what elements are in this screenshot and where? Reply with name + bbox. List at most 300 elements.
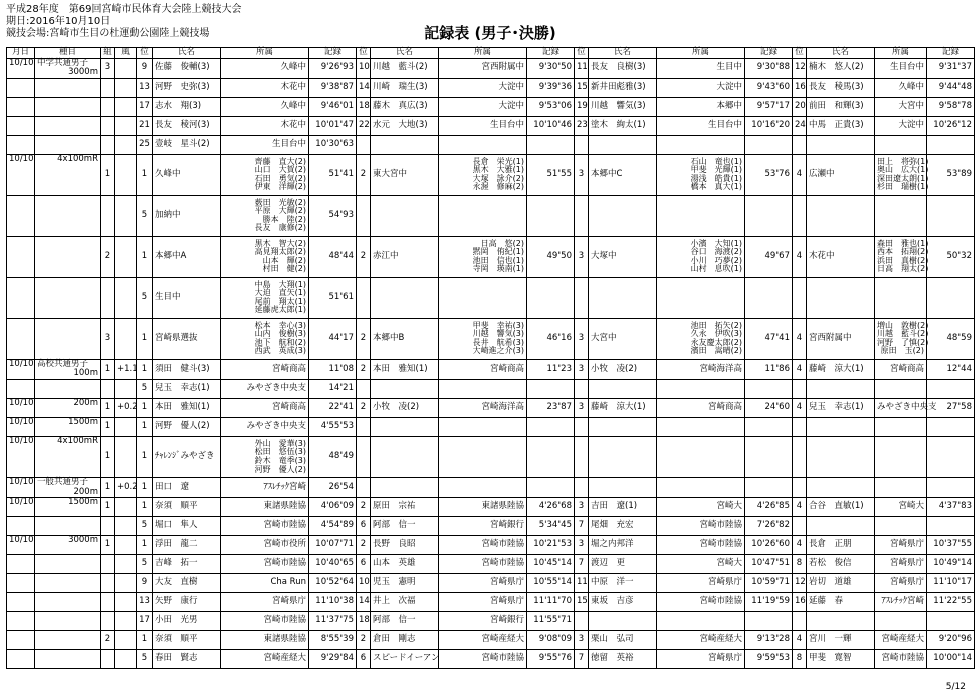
heat-cell: [101, 593, 115, 612]
name-cell: 延藤 春: [807, 593, 875, 612]
team-cell: [439, 417, 527, 436]
record-cell: 23"87: [527, 398, 575, 417]
record-cell: 12"44: [927, 359, 975, 379]
name-cell: 宮川 一輝: [807, 631, 875, 650]
team-cell: 宮崎商高: [657, 398, 745, 417]
place-cell: 8: [793, 650, 807, 669]
name-cell: 藤崎 涼大(1): [589, 398, 657, 417]
relay-member: 勝本 陸(2): [262, 214, 306, 224]
result-row: [7, 517, 975, 536]
wind-cell: [115, 236, 137, 277]
result-row: [7, 650, 975, 669]
place-cell: [357, 417, 371, 436]
relay-member: 濱田 嵩晴(2): [690, 346, 742, 356]
heat-cell: [101, 650, 115, 669]
name-cell: 長友 稜河(3): [153, 116, 221, 135]
wind-cell: [115, 195, 137, 236]
event-distance: 200m: [73, 397, 98, 408]
heat-cell: 1: [101, 536, 115, 555]
place-cell: 4: [793, 631, 807, 650]
record-cell: 9'30"50: [527, 58, 575, 78]
col-header: 氏名: [371, 48, 439, 59]
col-header: 記録: [527, 48, 575, 59]
name-cell: 小牧 凌(2): [589, 359, 657, 379]
heat-cell: [101, 379, 115, 398]
date-cell: [7, 379, 35, 398]
place-cell: [357, 436, 371, 477]
date-cell: [7, 236, 35, 277]
place-cell: 17: [137, 612, 153, 631]
place-cell: 25: [137, 135, 153, 154]
result-row: [7, 78, 975, 97]
relay-result-row: [7, 436, 975, 477]
relay-member: 山口 大賀(2): [254, 165, 306, 175]
team-cell: [439, 477, 527, 497]
wind-cell: [115, 58, 137, 78]
name-cell: 本田 雅知(1): [371, 359, 439, 379]
relay-member: 大迫 直矢(1): [254, 288, 306, 298]
name-cell: 川越 響気(3): [589, 97, 657, 116]
team-cell: 宮崎県庁: [439, 574, 527, 593]
team-cell: 宮崎県庁: [875, 574, 927, 593]
name-cell: [589, 436, 657, 477]
team-cell: Cha Run: [221, 574, 309, 593]
place-cell: 1: [137, 154, 153, 195]
record-cell: [927, 379, 975, 398]
record-cell: 10'52"64: [309, 574, 357, 593]
record-cell: 48"59: [927, 318, 975, 359]
event-cell: [35, 436, 101, 477]
relay-members-cell: [221, 277, 309, 318]
event-cell: [35, 574, 101, 593]
event-category: 中学共通男子: [37, 57, 89, 68]
team-cell: 宮崎大: [657, 555, 745, 574]
date-cell: [7, 650, 35, 669]
record-cell: 53"76: [745, 154, 793, 195]
relay-member: 薮田 光敏(2): [254, 197, 306, 207]
name-cell: 原田 宗祐: [371, 498, 439, 517]
place-cell: 8: [793, 555, 807, 574]
record-cell: 9'44"48: [927, 78, 975, 97]
relay-members-cell: [221, 236, 309, 277]
relay-members-cell: [875, 318, 927, 359]
record-cell: [527, 477, 575, 497]
place-cell: 1: [137, 477, 153, 497]
name-cell: 東坂 吉彦: [589, 593, 657, 612]
place-cell: [793, 517, 807, 536]
name-cell: 大友 直樹: [153, 574, 221, 593]
relay-member: 外山 愛華(3): [254, 438, 306, 448]
name-cell: 壹岐 星斗(2): [153, 135, 221, 154]
relay-member: 谷口 海渡(2): [690, 247, 742, 257]
team-cell: 宮崎市陸協: [221, 555, 309, 574]
event-cell: [35, 135, 101, 154]
heat-cell: 3: [101, 318, 115, 359]
place-cell: 2: [357, 154, 371, 195]
name-cell: 楠木 悠人(2): [807, 58, 875, 78]
relay-result-row: [7, 195, 975, 236]
wind-cell: [115, 498, 137, 517]
results-body: [7, 58, 975, 669]
record-cell: [927, 417, 975, 436]
name-cell: 兒玉 幸志(1): [153, 379, 221, 398]
date-cell: 10/10: [7, 477, 35, 497]
name-cell: 岩切 道雄: [807, 574, 875, 593]
name-cell: [589, 612, 657, 631]
relay-members-cell: [657, 154, 745, 195]
event-cell: [35, 116, 101, 135]
name-cell: 奈須 順平: [153, 498, 221, 517]
team-cell: 宮崎県庁: [657, 650, 745, 669]
place-cell: 2: [357, 631, 371, 650]
relay-member: 小川 巧夢(2): [690, 255, 742, 265]
relay-member: 甲斐 幸祐(3): [472, 320, 524, 330]
place-cell: 2: [357, 236, 371, 277]
relay-member: 杉田 瑞樹(1): [877, 182, 929, 192]
team-cell: 生目台中: [875, 58, 927, 78]
record-cell: 50"32: [927, 236, 975, 277]
result-row: [7, 379, 975, 398]
relay-member: 長友 康修(2): [254, 223, 306, 233]
relay-member: 川越 藍斗(2): [877, 329, 929, 339]
relay-member: 延藤虎太郎(1): [254, 305, 306, 315]
team-cell: [875, 612, 927, 631]
place-cell: 4: [793, 236, 807, 277]
col-header: 所属: [439, 48, 527, 59]
record-cell: [527, 379, 575, 398]
date-cell: 10/10: [7, 436, 35, 477]
record-cell: 11'10"38: [309, 593, 357, 612]
heat-cell: [101, 135, 115, 154]
name-cell: 藤木 真広(3): [371, 97, 439, 116]
name-cell: [807, 612, 875, 631]
team-cell: 宮崎県庁: [875, 536, 927, 555]
result-row: [7, 58, 975, 78]
place-cell: 3: [575, 236, 589, 277]
team-cell: [657, 135, 745, 154]
record-cell: 11"08: [309, 359, 357, 379]
heat-cell: 1: [101, 154, 115, 195]
record-cell: 48"44: [309, 236, 357, 277]
date-cell: [7, 135, 35, 154]
record-cell: 10'26"12: [927, 116, 975, 135]
date-cell: [7, 318, 35, 359]
event-cell: [35, 58, 101, 78]
name-cell: [807, 517, 875, 536]
record-cell: 7'26"82: [745, 517, 793, 536]
team-cell: 宮崎市陸協: [221, 612, 309, 631]
date-cell: 10/10: [7, 417, 35, 436]
date-cell: [7, 517, 35, 536]
team-cell: [875, 379, 927, 398]
place-cell: 5: [137, 277, 153, 318]
name-cell: 志水 翔(3): [153, 97, 221, 116]
heat-cell: 1: [101, 359, 115, 379]
wind-cell: [115, 417, 137, 436]
team-cell: 久峰中: [221, 58, 309, 78]
result-row: [7, 417, 975, 436]
meet-date: 期日:2016年10月10日: [6, 16, 111, 27]
heat-cell: [101, 277, 115, 318]
team-cell: ｱｽﾚﾁｯｸ宮崎: [875, 593, 927, 612]
name-cell: 小牧 凌(2): [371, 398, 439, 417]
col-header: 組: [101, 48, 115, 59]
record-cell: 10'21"53: [527, 536, 575, 555]
name-cell: 本郷中B: [371, 318, 439, 359]
team-cell: [875, 417, 927, 436]
place-cell: 19: [575, 97, 589, 116]
record-cell: 11'55"71: [527, 612, 575, 631]
name-cell: 長倉 正朋: [807, 536, 875, 555]
event-cell: [35, 477, 101, 497]
wind-cell: [115, 631, 137, 650]
record-cell: 9'58"78: [927, 97, 975, 116]
name-cell: 塗木 絢太(1): [589, 116, 657, 135]
relay-member: 湯浅 皓貴(1): [690, 173, 742, 183]
place-cell: [793, 436, 807, 477]
place-cell: 13: [137, 593, 153, 612]
name-cell: 新井田彪雅(3): [589, 78, 657, 97]
wind-cell: [115, 436, 137, 477]
col-header: 位: [137, 48, 153, 59]
event-cell: [35, 379, 101, 398]
record-cell: 9'08"09: [527, 631, 575, 650]
team-cell: 大淀中: [875, 116, 927, 135]
record-cell: 22"41: [309, 398, 357, 417]
record-cell: 9'53"06: [527, 97, 575, 116]
team-cell: 宮崎県庁: [657, 574, 745, 593]
wind-cell: [115, 555, 137, 574]
event-cell: [35, 398, 101, 417]
team-cell: 久峰中: [875, 78, 927, 97]
relay-member: 橋本 真大(1): [690, 182, 742, 192]
date-cell: [7, 277, 35, 318]
wind-cell: [115, 97, 137, 116]
name-cell: 吉田 遼(1): [589, 498, 657, 517]
name-cell: [807, 477, 875, 497]
team-cell: 宮崎産経大: [221, 650, 309, 669]
place-cell: 24: [793, 116, 807, 135]
event-cell: [35, 318, 101, 359]
record-cell: [745, 135, 793, 154]
record-cell: 5'34"45: [527, 517, 575, 536]
event-cell: [35, 517, 101, 536]
name-cell: [371, 436, 439, 477]
result-row: [7, 574, 975, 593]
name-cell: 東大宮中: [371, 154, 439, 195]
relay-member: 石山 竜也(1): [690, 156, 742, 166]
relay-members-cell: [657, 318, 745, 359]
name-cell: [371, 417, 439, 436]
name-cell: 須田 健斗(3): [153, 359, 221, 379]
col-header: 所属: [875, 48, 927, 59]
result-row: [7, 631, 975, 650]
record-cell: 48"49: [309, 436, 357, 477]
col-header: 風: [115, 48, 137, 59]
place-cell: 1: [137, 498, 153, 517]
team-cell: 宮崎大: [875, 498, 927, 517]
heat-cell: [101, 517, 115, 536]
name-cell: 奈須 順平: [153, 631, 221, 650]
place-cell: 4: [793, 536, 807, 555]
col-header: 記録: [927, 48, 975, 59]
relay-member: 森田 雅也(1): [877, 238, 929, 248]
heat-cell: 1: [101, 498, 115, 517]
team-cell: 宮崎県庁: [875, 555, 927, 574]
place-cell: 16: [793, 593, 807, 612]
team-cell: 宮崎銀行: [439, 612, 527, 631]
relay-members-cell: [221, 318, 309, 359]
record-cell: [927, 135, 975, 154]
team-cell: 本郷中: [657, 97, 745, 116]
name-cell: 久峰中: [153, 154, 221, 195]
record-cell: 14"21: [309, 379, 357, 398]
relay-member: 大崎進之介(3): [472, 346, 524, 356]
team-cell: [657, 477, 745, 497]
wind-cell: +0.2: [115, 398, 137, 417]
place-cell: [793, 195, 807, 236]
name-cell: 宮西附属中: [807, 318, 875, 359]
place-cell: 1: [137, 236, 153, 277]
date-cell: [7, 631, 35, 650]
name-cell: [807, 379, 875, 398]
team-cell: 宮崎商高: [875, 359, 927, 379]
relay-member: 池田 拓矢(2): [690, 320, 742, 330]
name-cell: 小田 光男: [153, 612, 221, 631]
name-cell: 本郷中A: [153, 236, 221, 277]
team-cell: 東諸県陸協: [221, 498, 309, 517]
record-cell: [527, 195, 575, 236]
relay-members-cell: [657, 277, 745, 318]
place-cell: 4: [793, 154, 807, 195]
record-cell: 9'57"17: [745, 97, 793, 116]
heat-cell: 1: [101, 477, 115, 497]
name-cell: 長友 稜馬(3): [807, 78, 875, 97]
result-row: [7, 398, 975, 417]
name-cell: 阿部 信一: [371, 517, 439, 536]
relay-member: 池田 信也(1): [472, 255, 524, 265]
team-cell: みやざき中央支: [221, 379, 309, 398]
relay-member: 村田 健(2): [262, 264, 306, 274]
place-cell: 14: [357, 78, 371, 97]
record-cell: 9'38"87: [309, 78, 357, 97]
name-cell: [589, 379, 657, 398]
place-cell: 6: [357, 517, 371, 536]
record-cell: 53"89: [927, 154, 975, 195]
relay-member: 黒木 智大(2): [254, 238, 306, 248]
event-cell: [35, 555, 101, 574]
wind-cell: +1.1: [115, 359, 137, 379]
team-cell: [657, 379, 745, 398]
team-cell: [875, 135, 927, 154]
record-cell: 10'16"20: [745, 116, 793, 135]
record-cell: 10'55"14: [527, 574, 575, 593]
record-cell: 11"23: [527, 359, 575, 379]
record-cell: [927, 517, 975, 536]
team-cell: 宮崎商高: [439, 359, 527, 379]
relay-member: 山村 息吹(1): [690, 264, 742, 274]
result-row: [7, 477, 975, 497]
header-row: [7, 48, 975, 59]
date-cell: [7, 555, 35, 574]
relay-members-cell: [439, 236, 527, 277]
team-cell: [657, 417, 745, 436]
record-cell: 10'00"14: [927, 650, 975, 669]
record-cell: 26"54: [309, 477, 357, 497]
name-cell: [807, 277, 875, 318]
record-cell: [927, 612, 975, 631]
place-cell: [793, 277, 807, 318]
place-cell: 20: [793, 97, 807, 116]
name-cell: [589, 477, 657, 497]
name-cell: 川崎 瑞生(3): [371, 78, 439, 97]
record-cell: 9'46"01: [309, 97, 357, 116]
name-cell: 前田 和輝(3): [807, 97, 875, 116]
event-distance: 1500m: [68, 497, 98, 508]
name-cell: [589, 417, 657, 436]
wind-cell: [115, 574, 137, 593]
place-cell: 1: [137, 436, 153, 477]
place-cell: 4: [793, 318, 807, 359]
name-cell: 尾畑 充宏: [589, 517, 657, 536]
team-cell: 宮崎市陸協: [657, 536, 745, 555]
relay-member: 長倉 栄光(1): [472, 156, 524, 166]
record-cell: 9'26"93: [309, 58, 357, 78]
page-title: 記録表 (男子･決勝): [424, 24, 556, 42]
team-cell: 宮西附属中: [439, 58, 527, 78]
name-cell: [371, 277, 439, 318]
relay-members-cell: [657, 236, 745, 277]
team-cell: 宮崎銀行: [439, 517, 527, 536]
date-cell: 10/10: [7, 398, 35, 417]
place-cell: 1: [137, 318, 153, 359]
event-cell: [35, 195, 101, 236]
date-cell: [7, 78, 35, 97]
name-cell: 田口 遼: [153, 477, 221, 497]
relay-members-cell: [439, 277, 527, 318]
relay-member: 河野 優人(2): [254, 464, 306, 474]
name-cell: 渡辺 更: [589, 555, 657, 574]
relay-member: 松田 悠伍(3): [254, 447, 306, 457]
team-cell: 宮崎市陸協: [875, 650, 927, 669]
record-cell: 9'20"96: [927, 631, 975, 650]
relay-member: 甲斐 光輝(1): [690, 165, 742, 175]
event-cell: [35, 277, 101, 318]
place-cell: 4: [793, 359, 807, 379]
relay-member: 高見翔太郎(2): [254, 247, 306, 257]
team-cell: 宮崎市役所: [221, 536, 309, 555]
place-cell: 16: [793, 78, 807, 97]
team-cell: 生目台中: [221, 135, 309, 154]
record-cell: 47"41: [745, 318, 793, 359]
relay-members-cell: [221, 154, 309, 195]
relay-member: 寺岡 瑛南(1): [472, 264, 524, 274]
wind-cell: [115, 318, 137, 359]
relay-member: 齊藤 直大(2): [254, 156, 306, 166]
relay-member: 浜田 真樹(2): [877, 255, 929, 265]
name-cell: 若松 俊信: [807, 555, 875, 574]
record-cell: 10'49"14: [927, 555, 975, 574]
team-cell: 宮崎市陸協: [657, 517, 745, 536]
record-cell: 44"17: [309, 318, 357, 359]
team-cell: [657, 612, 745, 631]
record-cell: 9'59"53: [745, 650, 793, 669]
place-cell: 5: [137, 555, 153, 574]
team-cell: 久峰中: [221, 97, 309, 116]
place-cell: 1: [137, 631, 153, 650]
heat-cell: 1: [101, 436, 115, 477]
place-cell: [357, 135, 371, 154]
